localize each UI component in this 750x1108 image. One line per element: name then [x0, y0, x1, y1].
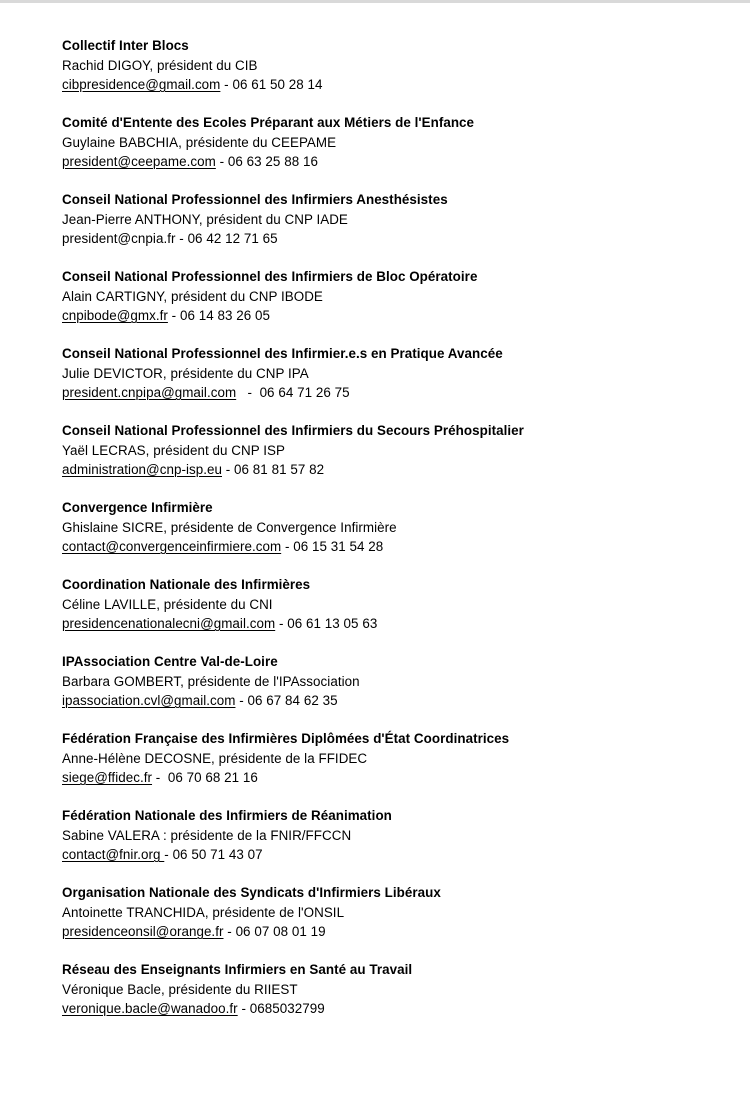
president-line: Julie DEVICTOR, présidente du CNP IPA [62, 365, 309, 381]
email-link[interactable]: contact@convergenceinfirmiere.com [62, 539, 282, 554]
email-link[interactable]: siege@ffidec.fr [62, 770, 153, 785]
organization-name: Fédération Nationale des Infirmiers de Réanimation [62, 808, 392, 823]
phone-number: 06 61 50 28 14 [232, 77, 323, 92]
organization-name: IPAssociation Centre Val-de-Loire [62, 654, 278, 669]
contact-line [62, 152, 732, 172]
contact-entry [62, 883, 732, 960]
email-link[interactable]: presidencenationalecni@gmail.com [62, 616, 276, 631]
separator: - [215, 154, 228, 169]
contact-entry [62, 960, 732, 1037]
contact-line [62, 229, 732, 249]
separator: - [152, 770, 168, 785]
phone-number: 06 63 25 88 16 [227, 154, 318, 169]
organization-name: Réseau des Enseignants Infirmiers en Santé au Travail [62, 962, 413, 977]
separator: - [167, 308, 180, 323]
president-line: Rachid DIGOY, président du CIB [62, 57, 258, 73]
separator: - [221, 462, 235, 477]
contact-entry [62, 652, 732, 729]
phone-number: 06 81 81 57 82 [234, 462, 325, 477]
email-link[interactable]: cibpresidence@gmail.com [62, 77, 221, 92]
email-link[interactable]: veronique.bacle@wanadoo.fr [62, 1001, 238, 1016]
email-link[interactable]: contact@fnir.org [62, 847, 165, 862]
email-link[interactable]: cnpibode@gmx.fr [62, 308, 168, 323]
contact-entry [62, 575, 732, 652]
phone-number: 06 67 84 62 35 [247, 693, 338, 708]
contact-line [62, 460, 732, 480]
separator: - [281, 539, 294, 554]
separator: - [175, 231, 188, 246]
president-line: Alain CARTIGNY, président du CNP IBODE [62, 288, 323, 304]
separator: - [220, 77, 233, 92]
email-link[interactable]: presidenceonsil@orange.fr [62, 924, 224, 939]
contact-entry [62, 498, 732, 575]
phone-number: 06 14 83 26 05 [179, 308, 271, 323]
separator: - [237, 1001, 250, 1016]
contact-line [62, 691, 732, 711]
contact-entry [62, 113, 732, 190]
contact-line [62, 75, 732, 95]
contact-list [62, 36, 732, 1037]
email-link[interactable]: president@ceepame.com [62, 154, 216, 169]
phone-number: 06 70 68 21 16 [167, 770, 258, 785]
president-line: Barbara GOMBERT, présidente de l'IPAssociation [62, 673, 360, 689]
separator: - [223, 924, 236, 939]
contact-line [62, 614, 732, 634]
phone-number: 06 07 08 01 19 [235, 924, 326, 939]
president-line: Anne-Hélène DECOSNE, présidente de la FFIDEC [62, 750, 368, 766]
organization-name: Conseil National Professionnel des Infirmier.e.s en Pratique Avancée [62, 346, 503, 361]
president-line: Véronique Bacle, présidente du RIIEST [62, 981, 298, 997]
contact-line [62, 768, 732, 788]
president-line: Guylaine BABCHIA, présidente du CEEPAME [62, 134, 337, 150]
organization-name: Comité d'Entente des Ecoles Préparant aux Métiers de l'Enfance [62, 115, 475, 130]
contact-line [62, 306, 732, 326]
page-top-border [0, 0, 750, 3]
president-line: Yaël LECRAS, président du CNP ISP [62, 442, 285, 458]
email-link[interactable]: administration@cnp-isp.eu [62, 462, 222, 477]
president-line: Céline LAVILLE, présidente du CNI [62, 596, 273, 612]
organization-name: Convergence Infirmière [62, 500, 213, 515]
phone-number: 06 64 71 26 75 [259, 385, 350, 400]
contact-entry [62, 344, 732, 421]
president-line: Antoinette TRANCHIDA, présidente de l'ONSIL [62, 904, 345, 920]
contact-line [62, 922, 732, 942]
organization-name: Coordination Nationale des Infirmières [62, 577, 311, 592]
contact-entry [62, 729, 732, 806]
contact-line [62, 845, 732, 865]
contact-entry [62, 190, 732, 267]
phone-number: 06 61 13 05 63 [287, 616, 378, 631]
separator: - [236, 385, 260, 400]
email-link: president@cnpia.fr [62, 231, 176, 246]
contact-line [62, 999, 732, 1019]
separator: - [275, 616, 288, 631]
phone-number: 0685032799 [249, 1001, 325, 1016]
contact-entry [62, 421, 732, 498]
organization-name: Conseil National Professionnel des Infirmiers Anesthésistes [62, 192, 448, 207]
president-line: Sabine VALERA : présidente de la FNIR/FFCCN [62, 827, 352, 843]
phone-number: 06 42 12 71 65 [187, 231, 278, 246]
organization-name: Collectif Inter Blocs [62, 38, 189, 53]
phone-number: 06 15 31 54 28 [293, 539, 384, 554]
organization-name: Conseil National Professionnel des Infirmiers du Secours Préhospitalier [62, 423, 524, 438]
separator: - [235, 693, 248, 708]
president-line: Jean-Pierre ANTHONY, président du CNP IADE [62, 211, 348, 227]
contact-entry [62, 36, 732, 113]
separator: - [164, 847, 173, 862]
organization-name: Fédération Française des Infirmières Diplômées d'État Coordinatrices [62, 731, 510, 746]
organization-name: Organisation Nationale des Syndicats d'Infirmiers Libéraux [62, 885, 441, 900]
email-link[interactable]: ipassociation.cvl@gmail.com [62, 693, 236, 708]
contact-entry [62, 806, 732, 883]
organization-name: Conseil National Professionnel des Infirmiers de Bloc Opératoire [62, 269, 478, 284]
president-line: Ghislaine SICRE, présidente de Convergence Infirmière [62, 519, 397, 535]
phone-number: 06 50 71 43 07 [172, 847, 263, 862]
contact-entry [62, 267, 732, 344]
contact-line [62, 383, 732, 403]
email-link[interactable]: president.cnpipa@gmail.com [62, 385, 237, 400]
contact-line [62, 537, 732, 557]
